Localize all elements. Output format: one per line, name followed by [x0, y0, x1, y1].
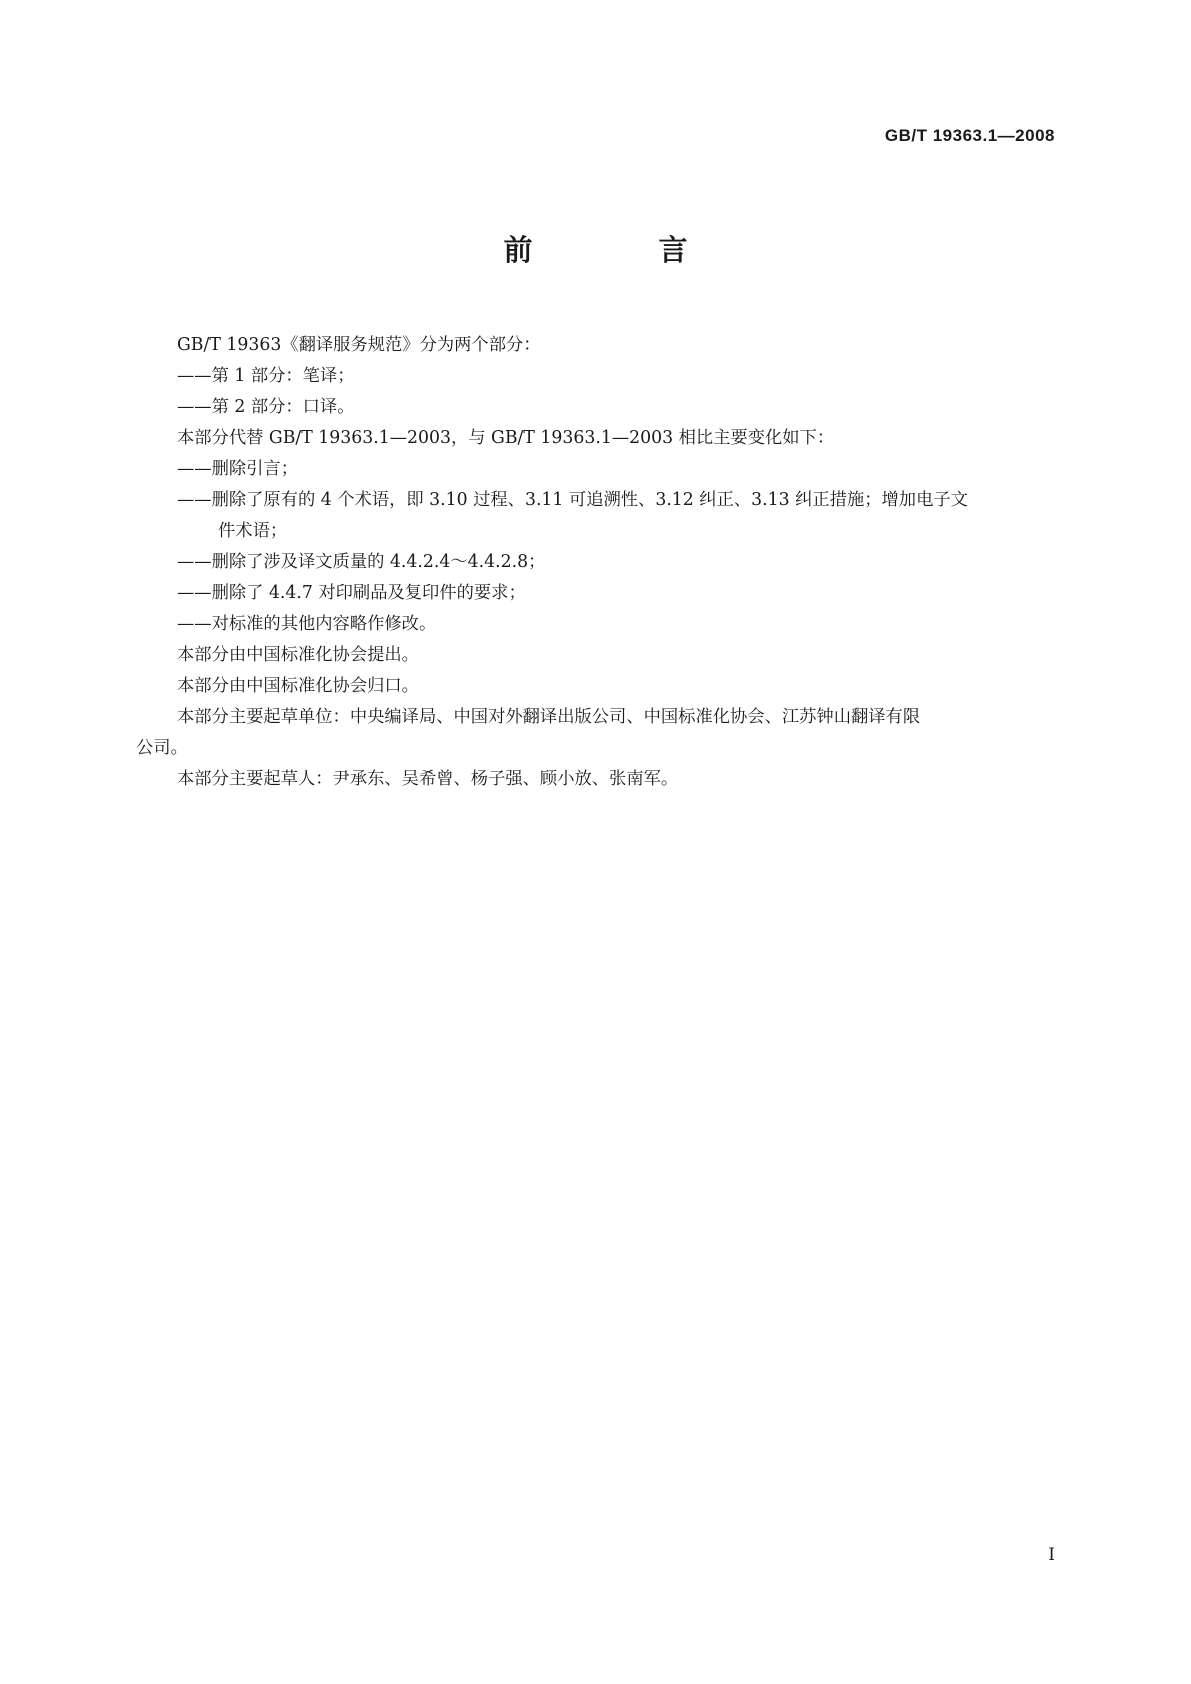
list-item-change-3: ——删除了涉及译文质量的 4.4.2.4～4.4.2.8；	[177, 552, 546, 572]
paragraph-intro: GB/T 19363《翻译服务规范》分为两个部分：	[177, 335, 541, 355]
document-body	[136, 330, 1056, 795]
list-item-change-2-line2: 件术语；	[218, 521, 288, 541]
standard-code: GB/T 19363.1—2008	[884, 126, 1055, 145]
list-item-change-2	[136, 485, 1056, 547]
paragraph-drafters: 本部分主要起草人：尹承东、吴希曾、杨子强、顾小放、张南军。	[177, 769, 679, 789]
list-item-part2: ——第 2 部分：口译。	[177, 397, 355, 417]
paragraph-drafting-units	[136, 702, 1056, 764]
list-item-change-4: ——删除了 4.4.7 对印刷品及复印件的要求；	[177, 583, 526, 603]
list-item-part1: ——第 1 部分：笔译；	[177, 366, 355, 386]
paragraph-administrator: 本部分由中国标准化协会归口。	[177, 676, 419, 696]
page-number: I	[1048, 1545, 1055, 1565]
list-item-change-1: ——删除引言；	[177, 459, 298, 479]
drafting-units-line1: 本部分主要起草单位：中央编译局、中国对外翻译出版公司、中国标准化协会、江苏钟山翻译有限	[177, 707, 921, 727]
drafting-units-line2: 公司。	[136, 738, 188, 758]
paragraph-proposer: 本部分由中国标准化协会提出。	[177, 645, 419, 665]
page-title: 前 言	[503, 233, 746, 267]
list-item-change-2-line1: ——删除了原有的 4 个术语，即 3.10 过程、3.11 可追溯性、3.12 纠正、3.13 纠正措施；增加电子文	[177, 490, 968, 510]
paragraph-replacement: 本部分代替 GB/T 19363.1—2003，与 GB/T 19363.1—2003 相比主要变化如下：	[177, 428, 835, 448]
list-item-change-5: ——对标准的其他内容略作修改。	[177, 614, 437, 634]
